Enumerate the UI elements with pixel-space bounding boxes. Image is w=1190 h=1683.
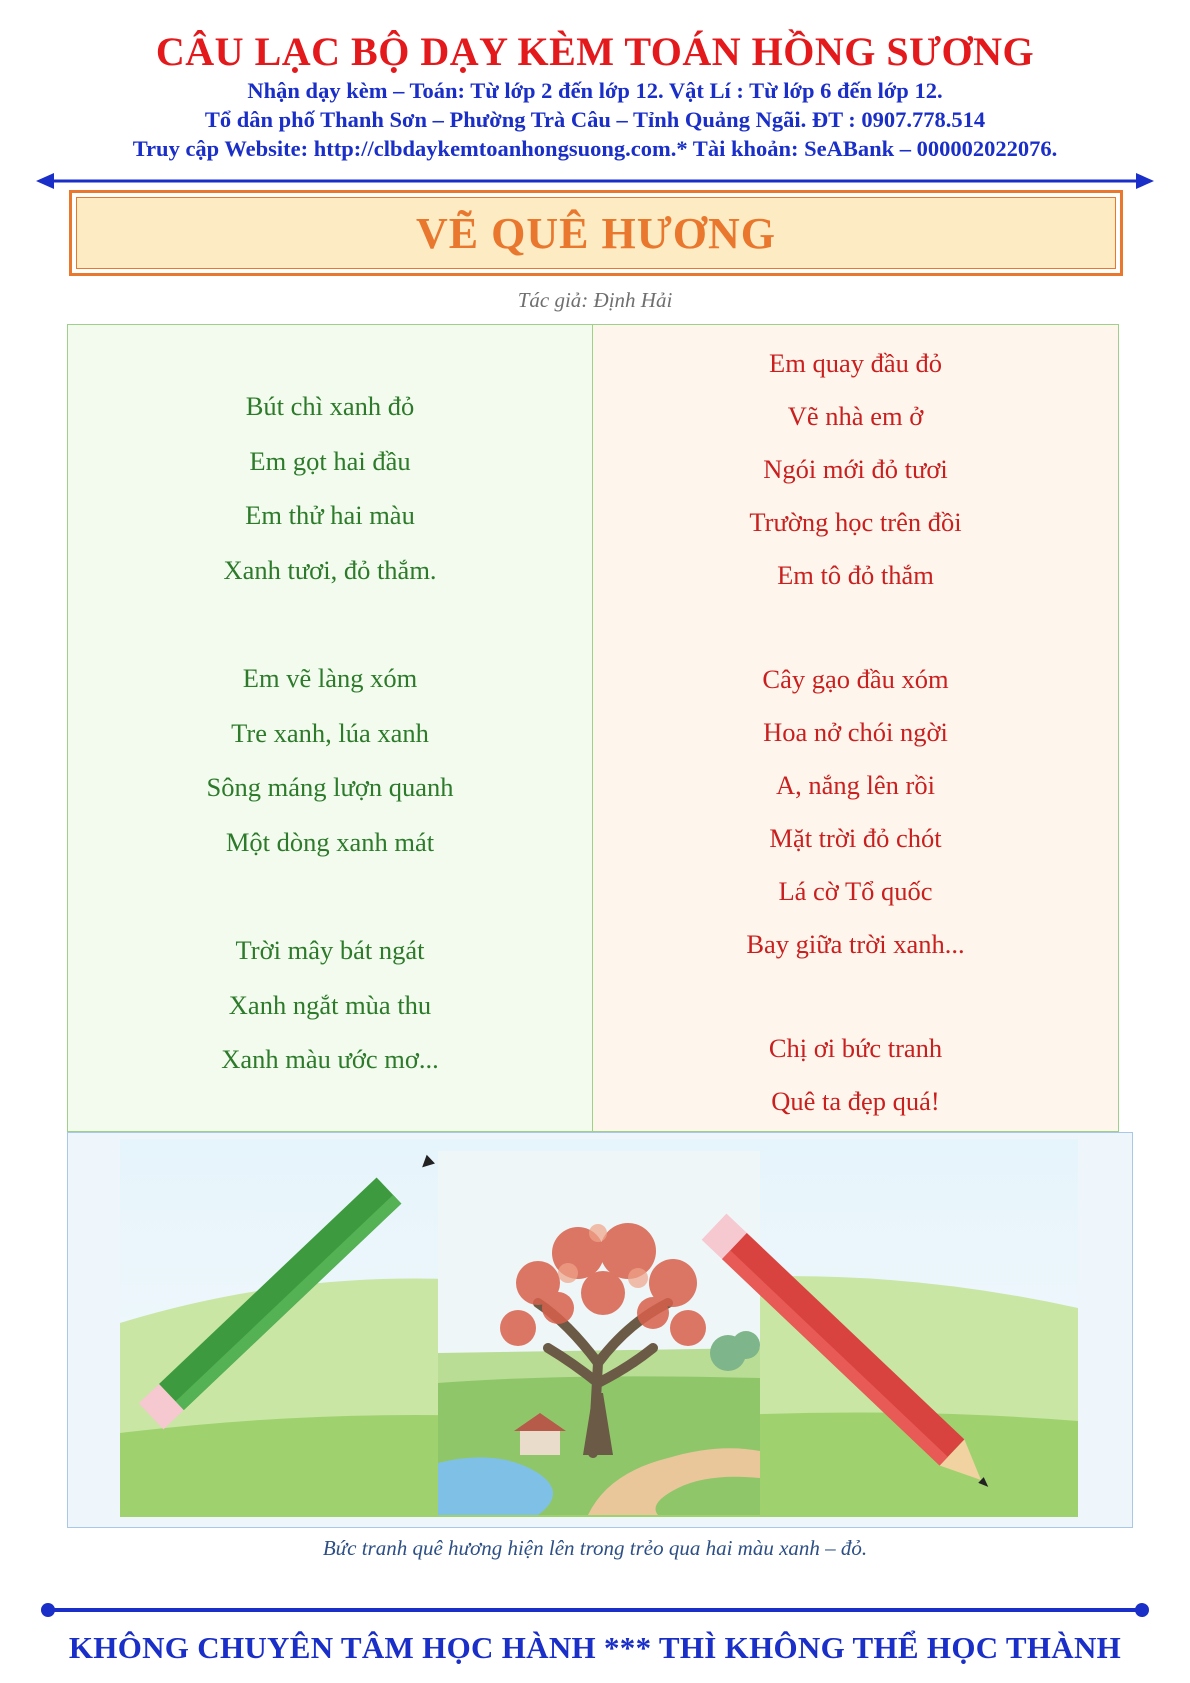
website-line: Truy cập Website: http://clbdaykemtoanhongsuong.com.* Tài khoản: SeABank – 000002022076. [132,136,1058,161]
verse-line: Xanh ngắt mùa thu [228,989,432,1020]
poem-body [67,324,1119,1132]
verse-line: Một dòng xanh mát [225,826,435,857]
verse-line: Hoa nở chói ngời [763,717,948,747]
verse-line: Xanh màu ước mơ... [221,1044,439,1074]
verse-line: Em thử hai màu [245,500,415,530]
verse-line: Sông máng lượn quanh [206,772,454,802]
verse-line: Bay giữa trời xanh... [746,929,965,959]
illustration-panel [67,1132,1133,1528]
header-divider-arrow [36,171,1154,191]
poem-author: Tác giả: Định Hải [517,288,673,312]
verse-line: Ngói mới đỏ tươi [763,454,948,484]
verse-line: Vẽ nhà em ở [787,401,924,431]
verse-line: Cây gạo đầu xóm [762,664,949,694]
verse-line: Lá cờ Tổ quốc [778,876,933,906]
title-banner [69,190,1123,276]
verse-line: Em quay đầu đỏ [769,348,942,378]
verse-line: A, nắng lên rồi [776,770,935,800]
verse-line: Xanh tươi, đỏ thắm. [223,554,437,585]
verse-line: Tre xanh, lúa xanh [231,717,429,748]
verse-line: Trường học trên đồi [749,507,962,537]
verse-line: Em gọt hai đầu [249,445,411,476]
club-header [0,28,1190,163]
verse-line: Em vẽ làng xóm [242,663,418,693]
verse-line: Bút chì xanh đỏ [245,391,415,421]
club-name: CÂU LẠC BỘ DẠY KÈM TOÁN HỒNG SƯƠNG [155,29,1035,74]
verse-line: Trời mây bát ngát [235,935,425,965]
landscape-illustration [68,1133,1131,1526]
poem-title: VẼ QUÊ HƯƠNG [416,208,776,258]
poem-left-column [68,325,593,1131]
poem-right-column [593,325,1118,1131]
address-line: Tổ dân phố Thanh Sơn – Phường Trà Câu – Tỉnh Quảng Ngãi. ĐT : 0907.778.514 [204,107,986,132]
verse-line: Em tô đỏ thắm [777,560,934,590]
village-picture [438,1151,760,1515]
illustration-caption: Bức tranh quê hương hiện lên trong trẻo qua hai màu xanh – đỏ. [322,1536,868,1560]
verse-line: Quê ta đẹp quá! [771,1086,940,1116]
services-line: Nhận dạy kèm – Toán: Từ lớp 2 đến lớp 12. Vật Lí : Từ lớp 6 đến lớp 12. [247,78,943,103]
verse-line: Chị ơi bức tranh [768,1033,943,1063]
footer-divider [40,1602,1150,1618]
verse-line: Mặt trời đỏ chót [769,823,942,853]
footer-motto: KHÔNG CHUYÊN TÂM HỌC HÀNH *** THÌ KHÔNG THỂ HỌC THÀNH [68,1630,1122,1665]
